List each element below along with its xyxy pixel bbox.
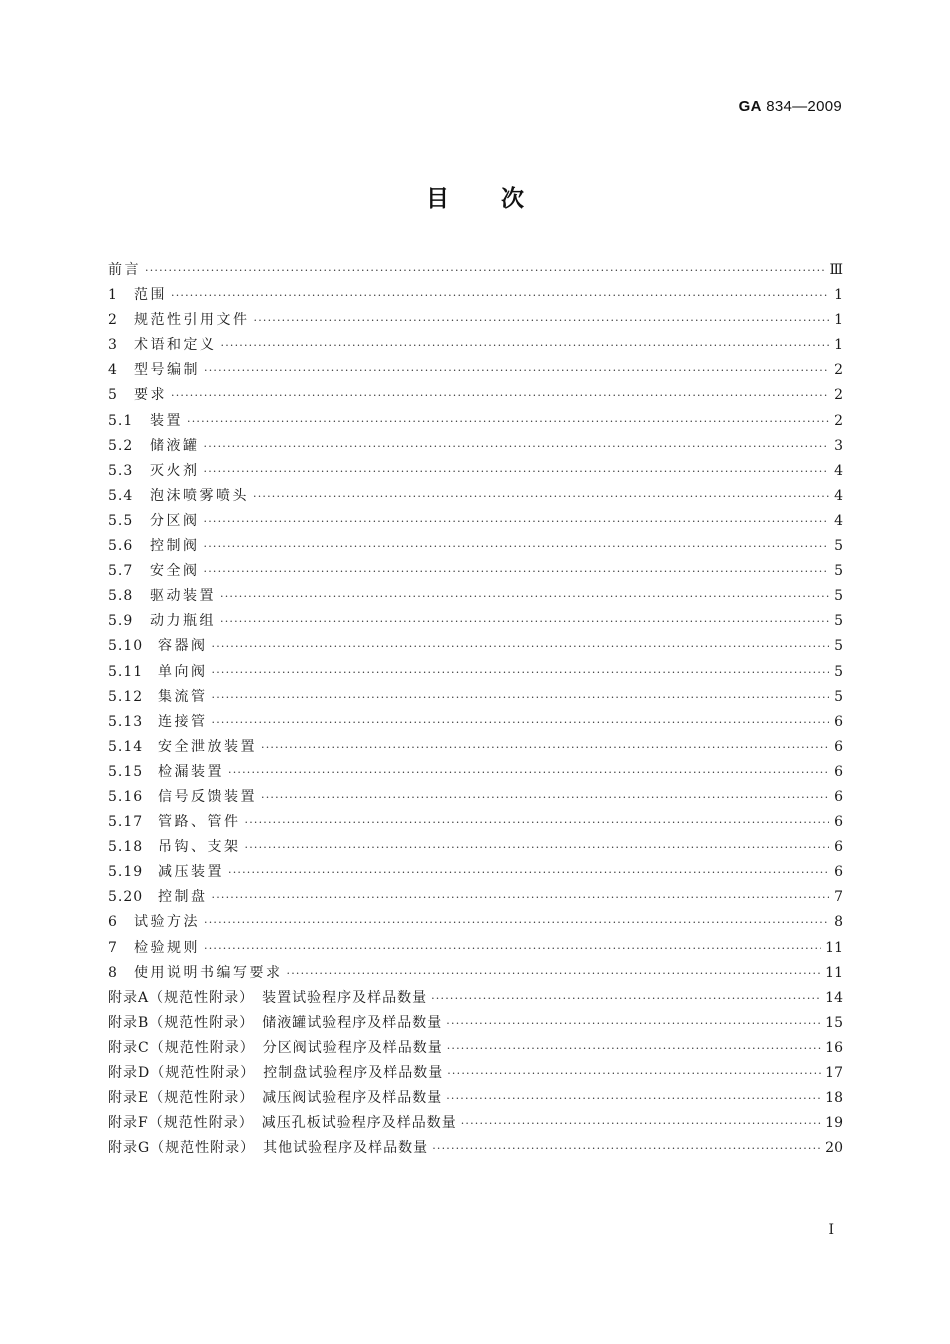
standard-code-number: 834—2009 bbox=[766, 98, 842, 115]
toc-entry-number: 3 bbox=[108, 337, 118, 354]
toc-entry-page: 5 bbox=[834, 688, 843, 705]
toc-entry-number: 5.7 bbox=[108, 563, 134, 580]
toc-dot-leader bbox=[446, 1086, 821, 1111]
toc-entry-label: 范围 bbox=[134, 287, 167, 304]
toc-entry-number: 5.18 bbox=[108, 839, 144, 856]
page-title-char-1: 目 bbox=[426, 186, 449, 212]
toc-entry-label: 集流管 bbox=[158, 688, 208, 705]
toc-entry-number: 5.5 bbox=[108, 512, 134, 529]
toc-entry-label: 附录B（规范性附录） 储液罐试验程序及样品数量 bbox=[108, 1014, 443, 1031]
toc-entry-page: 6 bbox=[834, 839, 843, 856]
toc-dot-leader bbox=[287, 961, 822, 986]
toc-dot-leader bbox=[171, 383, 829, 408]
toc-entry-page: 5 bbox=[834, 563, 843, 580]
toc-dot-leader bbox=[220, 609, 829, 634]
toc-entry-page: 8 bbox=[834, 914, 843, 931]
toc-entry-label: 信号反馈装置 bbox=[158, 788, 257, 805]
toc-entry-number: 5.19 bbox=[108, 864, 144, 881]
toc-entry-page: 15 bbox=[825, 1014, 843, 1031]
toc-entry-number: 1 bbox=[108, 287, 118, 304]
toc-entry-number: 5.20 bbox=[108, 889, 144, 906]
table-of-contents bbox=[108, 258, 843, 1161]
toc-entry-label: 检漏装置 bbox=[158, 763, 224, 780]
toc-entry-number: 5.11 bbox=[108, 663, 144, 680]
toc-entry-page: 4 bbox=[834, 462, 843, 479]
toc-entry-number: 2 bbox=[108, 312, 118, 329]
toc-dot-leader bbox=[204, 936, 821, 961]
toc-dot-leader bbox=[220, 584, 829, 609]
toc-entry[interactable] bbox=[108, 534, 843, 559]
toc-entry-label: 吊钩、支架 bbox=[158, 839, 241, 856]
toc-entry[interactable] bbox=[108, 559, 843, 584]
toc-entry[interactable] bbox=[108, 358, 843, 383]
toc-entry-page: 1 bbox=[834, 337, 843, 354]
toc-entry-number: 5.15 bbox=[108, 763, 144, 780]
toc-dot-leader bbox=[204, 509, 830, 534]
toc-entry-label: 容器阀 bbox=[158, 638, 208, 655]
toc-entry-page: 2 bbox=[834, 412, 843, 429]
page-title bbox=[0, 180, 950, 213]
toc-entry-page: 14 bbox=[825, 989, 843, 1006]
toc-entry[interactable] bbox=[108, 1136, 843, 1161]
toc-entry[interactable] bbox=[108, 308, 843, 333]
toc-entry-label: 附录D（规范性附录） 控制盘试验程序及样品数量 bbox=[108, 1065, 444, 1081]
toc-entry-label: 控制盘 bbox=[158, 889, 208, 906]
toc-dot-leader bbox=[447, 1061, 821, 1086]
toc-entry-number: 5.16 bbox=[108, 788, 144, 805]
toc-entry-page: 16 bbox=[825, 1039, 843, 1056]
toc-dot-leader bbox=[221, 333, 830, 358]
toc-dot-leader bbox=[204, 559, 830, 584]
toc-dot-leader bbox=[228, 760, 829, 785]
toc-entry[interactable] bbox=[108, 961, 843, 986]
toc-entry-label: 驱动装置 bbox=[150, 588, 216, 605]
toc-dot-leader bbox=[204, 434, 830, 459]
toc-entry-number: 5.3 bbox=[108, 462, 134, 479]
toc-entry-number: 5.6 bbox=[108, 538, 134, 555]
toc-dot-leader bbox=[187, 409, 829, 434]
toc-entry[interactable] bbox=[108, 484, 843, 509]
toc-entry-number: 5.14 bbox=[108, 738, 144, 755]
toc-entry[interactable] bbox=[108, 409, 843, 434]
toc-entry[interactable] bbox=[108, 685, 843, 710]
toc-entry-label: 控制阀 bbox=[150, 538, 200, 555]
toc-dot-leader bbox=[204, 534, 830, 559]
toc-entry-label: 型号编制 bbox=[134, 362, 200, 379]
toc-entry-page: 6 bbox=[834, 763, 843, 780]
toc-entry-page: 20 bbox=[825, 1140, 843, 1157]
toc-dot-leader bbox=[261, 735, 829, 760]
toc-entry-page: 6 bbox=[834, 738, 843, 755]
toc-entry[interactable] bbox=[108, 584, 843, 609]
toc-dot-leader bbox=[432, 1136, 821, 1161]
toc-dot-leader bbox=[212, 660, 830, 685]
toc-entry[interactable] bbox=[108, 785, 843, 810]
toc-entry-label: 储液罐 bbox=[150, 437, 200, 454]
toc-entry-label: 附录C（规范性附录） 分区阀试验程序及样品数量 bbox=[108, 1039, 443, 1056]
toc-entry[interactable] bbox=[108, 1036, 843, 1061]
toc-dot-leader bbox=[171, 283, 829, 308]
toc-dot-leader bbox=[212, 685, 830, 710]
toc-dot-leader bbox=[212, 885, 830, 910]
toc-entry-page: 5 bbox=[834, 588, 843, 605]
toc-entry-label: 使用说明书编写要求 bbox=[134, 964, 283, 981]
toc-entry-label: 动力瓶组 bbox=[150, 613, 216, 630]
toc-entry-label: 要求 bbox=[134, 387, 167, 404]
toc-entry-number: 5.2 bbox=[108, 437, 134, 454]
toc-entry[interactable] bbox=[108, 760, 843, 785]
toc-entry[interactable] bbox=[108, 634, 843, 659]
standard-code bbox=[739, 98, 842, 115]
toc-entry-number: 5.10 bbox=[108, 638, 144, 655]
toc-entry-page: 6 bbox=[834, 864, 843, 881]
toc-entry-label: 连接管 bbox=[158, 713, 208, 730]
toc-entry-number: 5.17 bbox=[108, 814, 144, 831]
toc-entry[interactable] bbox=[108, 835, 843, 860]
toc-entry-page: 11 bbox=[825, 939, 843, 956]
toc-dot-leader bbox=[446, 1011, 821, 1036]
toc-entry-page: 4 bbox=[834, 487, 843, 504]
toc-entry-number: 5.13 bbox=[108, 713, 144, 730]
toc-entry[interactable] bbox=[108, 459, 843, 484]
toc-entry-page: 4 bbox=[834, 512, 843, 529]
toc-entry[interactable] bbox=[108, 1061, 843, 1086]
toc-entry[interactable] bbox=[108, 1011, 843, 1036]
toc-entry-page: 5 bbox=[834, 538, 843, 555]
toc-dot-leader bbox=[254, 308, 830, 333]
toc-entry-number: 5.4 bbox=[108, 487, 134, 504]
toc-entry[interactable] bbox=[108, 735, 843, 760]
toc-dot-leader bbox=[431, 986, 821, 1011]
toc-entry-number: 5 bbox=[108, 387, 118, 404]
toc-entry-page: Ⅲ bbox=[829, 262, 843, 278]
toc-entry-page: 5 bbox=[834, 663, 843, 680]
toc-entry-label: 装置 bbox=[150, 412, 183, 429]
toc-entry[interactable] bbox=[108, 1086, 843, 1111]
toc-entry-number: 5.8 bbox=[108, 588, 134, 605]
toc-entry[interactable] bbox=[108, 1111, 843, 1136]
toc-entry-label: 术语和定义 bbox=[134, 337, 217, 354]
toc-entry-number: 6 bbox=[108, 914, 118, 931]
toc-entry-label: 前言 bbox=[108, 262, 141, 278]
toc-entry-page: 5 bbox=[834, 613, 843, 630]
toc-entry-label: 规范性引用文件 bbox=[134, 312, 250, 329]
toc-entry-page: 18 bbox=[825, 1090, 843, 1107]
toc-dot-leader bbox=[204, 459, 830, 484]
toc-entry-label: 安全泄放装置 bbox=[158, 738, 257, 755]
toc-entry-page: 6 bbox=[834, 713, 843, 730]
toc-dot-leader bbox=[212, 710, 830, 735]
toc-entry-label: 灭火剂 bbox=[150, 462, 200, 479]
toc-entry-number: 4 bbox=[108, 362, 118, 379]
toc-entry-label: 减压装置 bbox=[158, 864, 224, 881]
toc-entry[interactable] bbox=[108, 509, 843, 534]
toc-entry[interactable] bbox=[108, 333, 843, 358]
toc-entry-label: 附录G（规范性附录） 其他试验程序及样品数量 bbox=[108, 1140, 429, 1157]
toc-dot-leader bbox=[245, 835, 830, 860]
toc-entry-label: 检验规则 bbox=[134, 939, 200, 956]
toc-entry-page: 2 bbox=[834, 362, 843, 379]
toc-dot-leader bbox=[253, 484, 829, 509]
toc-entry[interactable] bbox=[108, 283, 843, 308]
toc-entry-page: 19 bbox=[825, 1115, 843, 1132]
toc-entry[interactable] bbox=[108, 810, 843, 835]
toc-dot-leader bbox=[461, 1111, 821, 1136]
toc-entry-number: 5.9 bbox=[108, 613, 134, 630]
toc-entry-label: 附录F（规范性附录） 减压孔板试验程序及样品数量 bbox=[108, 1115, 457, 1132]
toc-entry-page: 11 bbox=[825, 964, 843, 981]
toc-entry-page: 6 bbox=[834, 788, 843, 805]
toc-dot-leader bbox=[204, 358, 829, 383]
page-number: I bbox=[828, 1222, 834, 1238]
toc-dot-leader bbox=[145, 258, 825, 283]
toc-dot-leader bbox=[212, 634, 830, 659]
toc-entry-label: 附录A（规范性附录） 装置试验程序及样品数量 bbox=[108, 989, 428, 1006]
toc-entry-page: 1 bbox=[834, 287, 843, 304]
toc-entry-page: 2 bbox=[834, 387, 843, 404]
toc-entry[interactable] bbox=[108, 710, 843, 735]
page-title-char-2: 次 bbox=[501, 186, 524, 212]
toc-entry[interactable] bbox=[108, 936, 843, 961]
toc-entry[interactable] bbox=[108, 860, 843, 885]
toc-entry-label: 试验方法 bbox=[134, 914, 200, 931]
toc-entry-label: 单向阀 bbox=[158, 663, 208, 680]
toc-entry-number: 7 bbox=[108, 939, 118, 956]
toc-entry[interactable] bbox=[108, 910, 843, 935]
toc-entry-number: 8 bbox=[108, 964, 118, 981]
toc-entry[interactable] bbox=[108, 258, 843, 283]
toc-dot-leader bbox=[204, 910, 829, 935]
toc-dot-leader bbox=[261, 785, 829, 810]
toc-entry-page: 7 bbox=[834, 889, 843, 906]
toc-entry-label: 泡沫喷雾喷头 bbox=[150, 487, 249, 504]
toc-entry-page: 1 bbox=[834, 312, 843, 329]
toc-entry-label: 安全阀 bbox=[150, 563, 200, 580]
toc-entry[interactable] bbox=[108, 383, 843, 408]
toc-entry-page: 5 bbox=[834, 638, 843, 655]
toc-entry-page: 17 bbox=[825, 1065, 843, 1081]
toc-entry[interactable] bbox=[108, 609, 843, 634]
toc-entry[interactable] bbox=[108, 885, 843, 910]
toc-entry[interactable] bbox=[108, 986, 843, 1011]
toc-entry-number: 5.1 bbox=[108, 412, 134, 429]
toc-dot-leader bbox=[447, 1036, 821, 1061]
standard-code-prefix: GA bbox=[738, 98, 762, 115]
toc-entry-label: 管路、管件 bbox=[158, 814, 241, 831]
toc-dot-leader bbox=[228, 860, 829, 885]
toc-dot-leader bbox=[245, 810, 830, 835]
toc-entry-number: 5.12 bbox=[108, 688, 144, 705]
toc-entry-label: 附录E（规范性附录） 减压阀试验程序及样品数量 bbox=[108, 1090, 443, 1107]
toc-entry[interactable] bbox=[108, 434, 843, 459]
toc-entry-page: 6 bbox=[834, 814, 843, 831]
toc-entry-label: 分区阀 bbox=[150, 512, 200, 529]
toc-entry-page: 3 bbox=[834, 437, 843, 454]
toc-entry[interactable] bbox=[108, 660, 843, 685]
